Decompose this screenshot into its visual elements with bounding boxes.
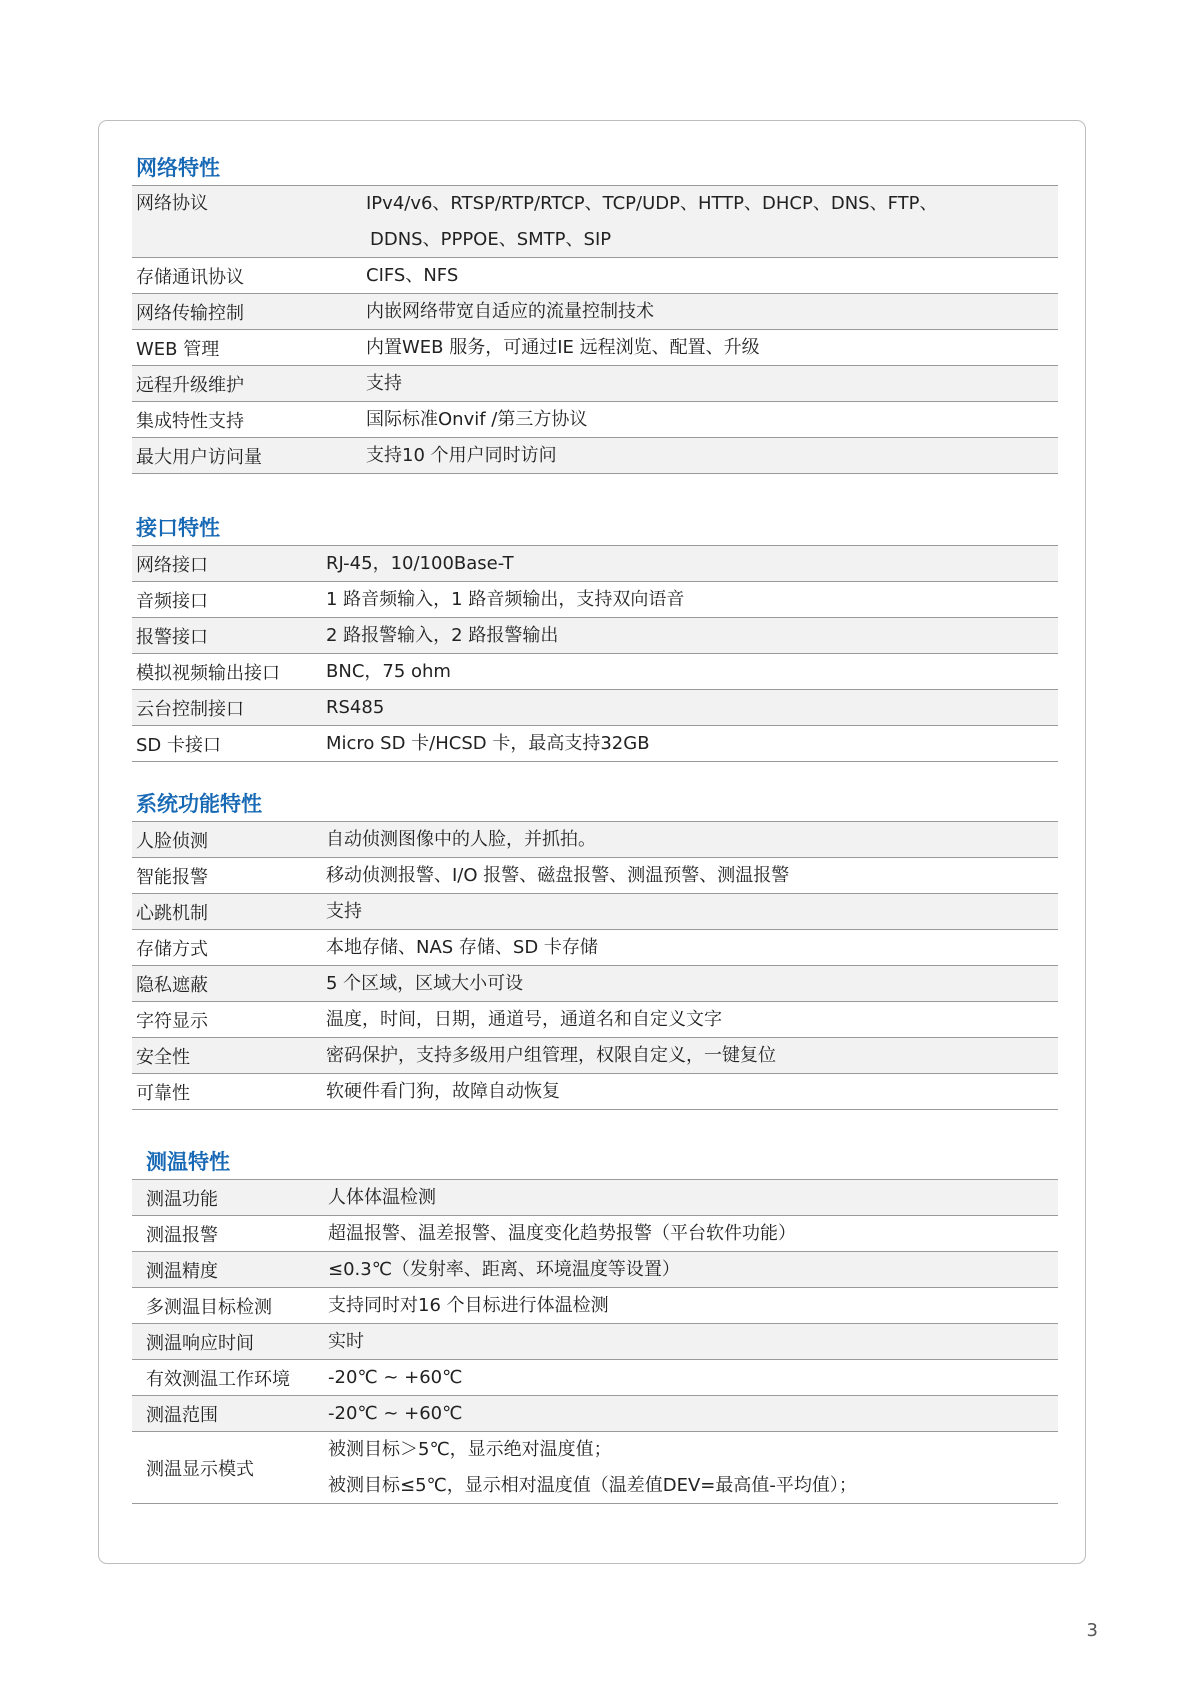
row-value: ≤0.3℃（发射率、距离、环境温度等设置） (328, 1258, 680, 1280)
row-label: 存储方式 (136, 938, 208, 960)
row-label: 音频接口 (136, 590, 208, 612)
row-label: SD 卡接口 (136, 734, 222, 756)
table-row (132, 1180, 1058, 1216)
table-row (132, 1324, 1058, 1360)
row-label: 字符显示 (136, 1010, 208, 1032)
row-label: 网络协议 (136, 193, 208, 214)
row-label: 报警接口 (136, 626, 208, 648)
row-value: 超温报警、温差报警、温度变化趋势报警（平台软件功能） (328, 1222, 796, 1244)
row-value: 2 路报警输入，2 路报警输出 (326, 624, 559, 646)
table-row (132, 438, 1058, 474)
table-row (132, 582, 1058, 618)
section-system (132, 786, 1058, 1110)
row-value: Micro SD 卡/HCSD 卡，最高支持32GB (326, 732, 650, 754)
table-row (132, 894, 1058, 930)
row-label: 测温精度 (146, 1260, 218, 1282)
table-row (132, 726, 1058, 762)
table-row (132, 1002, 1058, 1038)
row-label: 测温显示模式 (146, 1458, 254, 1480)
table-row (132, 258, 1058, 294)
table-row (132, 546, 1058, 582)
row-label: 安全性 (136, 1046, 190, 1068)
row-label: 模拟视频输出接口 (136, 662, 280, 684)
row-label: 可靠性 (136, 1082, 190, 1104)
row-label: 智能报警 (136, 866, 208, 888)
row-value: CIFS、NFS (366, 264, 459, 286)
table-row (132, 930, 1058, 966)
table-row (132, 294, 1058, 330)
row-value: 软硬件看门狗，故障自动恢复 (326, 1080, 560, 1102)
row-value: 内嵌网络带宽自适应的流量控制技术 (366, 300, 654, 322)
row-value: 支持 (366, 372, 402, 394)
row-value (328, 1432, 1058, 1504)
table-row (132, 690, 1058, 726)
table-row (132, 618, 1058, 654)
row-value: 自动侦测图像中的人脸，并抓拍。 (326, 828, 596, 850)
row-value: 人体体温检测 (328, 1186, 436, 1208)
row-label: 心跳机制 (136, 902, 208, 924)
row-value-line-1: IPv4/v6、RTSP/RTP/RTCP、TCP/UDP、HTTP、DHCP、DNS、FTP、 (366, 192, 938, 214)
section-temperature (132, 1144, 1058, 1504)
row-value: -20℃ ~ +60℃ (328, 1366, 463, 1388)
row-value-line-2: 被测目标≤5℃，显示相对温度值（温差值DEV=最高值-平均值）； (328, 1474, 857, 1496)
row-value-line-1: 被测目标＞5℃，显示绝对温度值； (328, 1438, 612, 1460)
row-value: BNC，75 ohm (326, 660, 451, 682)
row-label: 测温功能 (146, 1188, 218, 1210)
row-value: 密码保护，支持多级用户组管理，权限自定义，一键复位 (326, 1044, 776, 1066)
section-title: 网络特性 (132, 150, 1058, 186)
table-row (132, 822, 1058, 858)
row-value: 本地存储、NAS 存储、SD 卡存储 (326, 936, 598, 958)
row-value: 支持同时对16 个目标进行体温检测 (328, 1294, 609, 1316)
section-network (132, 150, 1058, 474)
row-label: 人脸侦测 (136, 830, 208, 852)
row-value: RJ-45，10/100Base-T (326, 552, 514, 574)
row-value: 温度，时间，日期，通道号，通道名和自定义文字 (326, 1008, 722, 1030)
row-label: 最大用户访问量 (136, 446, 262, 468)
page-number: 3 (1086, 1620, 1098, 1641)
table-row (132, 1360, 1058, 1396)
table-row (132, 1288, 1058, 1324)
row-value: -20℃ ~ +60℃ (328, 1402, 463, 1424)
table-row (132, 330, 1058, 366)
section-title: 系统功能特性 (132, 786, 1058, 822)
row-value: 内置WEB 服务，可通过IE 远程浏览、配置、升级 (366, 336, 760, 358)
table-row (132, 654, 1058, 690)
row-label: 测温报警 (146, 1224, 218, 1246)
row-value: RS485 (326, 696, 385, 718)
row-label: 网络传输控制 (136, 302, 244, 324)
row-value: 支持 (326, 900, 362, 922)
table-row (132, 966, 1058, 1002)
table-row (132, 1396, 1058, 1432)
section-title: 接口特性 (132, 510, 1058, 546)
row-value: 国际标准Onvif /第三方协议 (366, 408, 588, 430)
row-value: 支持10 个用户同时访问 (366, 444, 557, 466)
row-label: 集成特性支持 (136, 410, 244, 432)
row-label: 远程升级维护 (136, 374, 244, 396)
row-label: 测温范围 (146, 1404, 218, 1426)
section-interface (132, 510, 1058, 762)
row-label: 隐私遮蔽 (136, 974, 208, 996)
row-label: 有效测温工作环境 (146, 1368, 290, 1390)
table-row (132, 186, 1058, 258)
row-value: 1 路音频输入，1 路音频输出，支持双向语音 (326, 588, 685, 610)
row-label: 网络接口 (136, 554, 208, 576)
row-label: 云台控制接口 (136, 698, 244, 720)
row-value (366, 186, 1058, 258)
table-row (132, 1432, 1058, 1504)
row-value: 移动侦测报警、I/O 报警、磁盘报警、测温预警、测温报警 (326, 864, 790, 886)
row-label: WEB 管理 (136, 338, 220, 360)
row-label: 测温响应时间 (146, 1332, 254, 1354)
table-row (132, 1252, 1058, 1288)
table-row (132, 366, 1058, 402)
table-row (132, 402, 1058, 438)
table-row (132, 1074, 1058, 1110)
row-value-line-2: DDNS、PPPOE、SMTP、SIP (370, 228, 612, 250)
section-title: 测温特性 (132, 1144, 1058, 1180)
table-row (132, 1216, 1058, 1252)
table-row (132, 1038, 1058, 1074)
row-label: 多测温目标检测 (146, 1296, 272, 1318)
row-value: 实时 (328, 1330, 364, 1352)
row-label: 存储通讯协议 (136, 266, 244, 288)
row-value: 5 个区域，区域大小可设 (326, 972, 524, 994)
table-row (132, 858, 1058, 894)
